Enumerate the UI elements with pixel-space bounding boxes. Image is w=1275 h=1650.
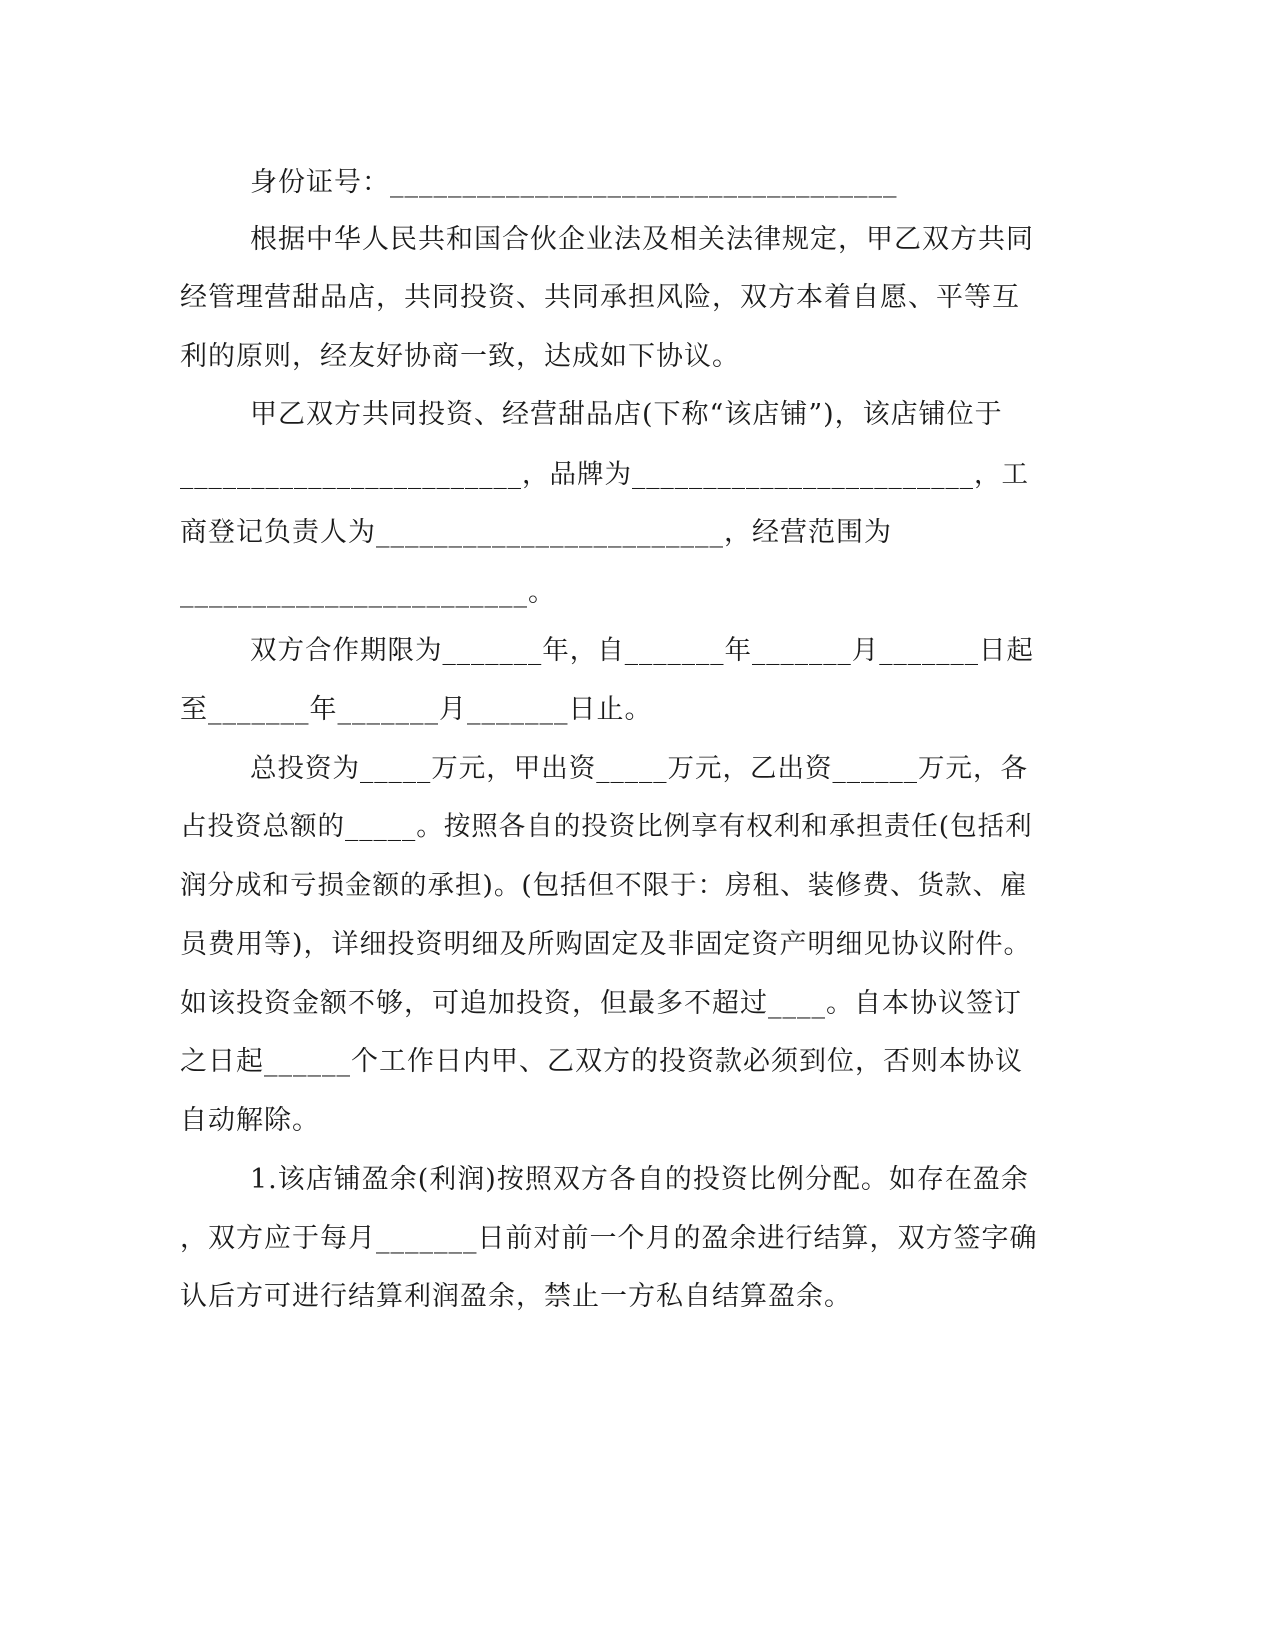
paragraph-line: 至_______年_______月_______日止。 xyxy=(180,694,653,725)
paragraph-line: 商登记负责人为________________________，经营范围为 xyxy=(180,517,892,548)
paragraph-line: 认后方可进行结算利润盈余，禁止一方私自结算盈余。 xyxy=(180,1281,852,1312)
paragraph-line: 之日起______个工作日内甲、乙双方的投资款必须到位，否则本协议 xyxy=(180,1046,1023,1077)
paragraph-line: 1.该店铺盈余(利润)按照双方各自的投资比例分配。如存在盈余 xyxy=(250,1164,1029,1195)
paragraph-line: 总投资为_____万元，甲出资_____万元，乙出资______万元，各 xyxy=(250,753,1028,784)
id-number-line: 身份证号：___________________________________ xyxy=(250,167,898,198)
paragraph-line: 根据中华人民共和国合伙企业法及相关法律规定，甲乙双方共同 xyxy=(250,224,1034,255)
paragraph-line: 甲乙双方共同投资、经营甜品店(下称“该店铺”)，该店铺位于 xyxy=(250,399,1003,430)
paragraph-line: 如该投资金额不够，可追加投资，但最多不超过____。自本协议签订 xyxy=(180,988,1022,1019)
paragraph-line: 员费用等)，详细投资明细及所购固定及非固定资产明细见协议附件。 xyxy=(180,929,1032,960)
paragraph-line: 利的原则，经友好协商一致，达成如下协议。 xyxy=(180,341,740,372)
paragraph-line: ________________________，品牌为________________________，工 xyxy=(180,459,1029,490)
paragraph-line: 经管理营甜品店，共同投资、共同承担风险，双方本着自愿、平等互 xyxy=(180,282,1020,313)
paragraph-line: 润分成和亏损金额的承担)。(包括但不限于：房租、装修费、货款、雇 xyxy=(180,870,1028,901)
paragraph-line: 占投资总额的_____。按照各自的投资比例享有权利和承担责任(包括利 xyxy=(180,811,1033,842)
paragraph-line: ________________________。 xyxy=(180,577,556,608)
paragraph-line: 自动解除。 xyxy=(180,1105,320,1136)
paragraph-line: 双方合作期限为_______年，自_______年_______月_______日起 xyxy=(250,635,1034,666)
paragraph-line: ，双方应于每月_______日前对前一个月的盈余进行结算，双方签字确 xyxy=(180,1223,1038,1254)
